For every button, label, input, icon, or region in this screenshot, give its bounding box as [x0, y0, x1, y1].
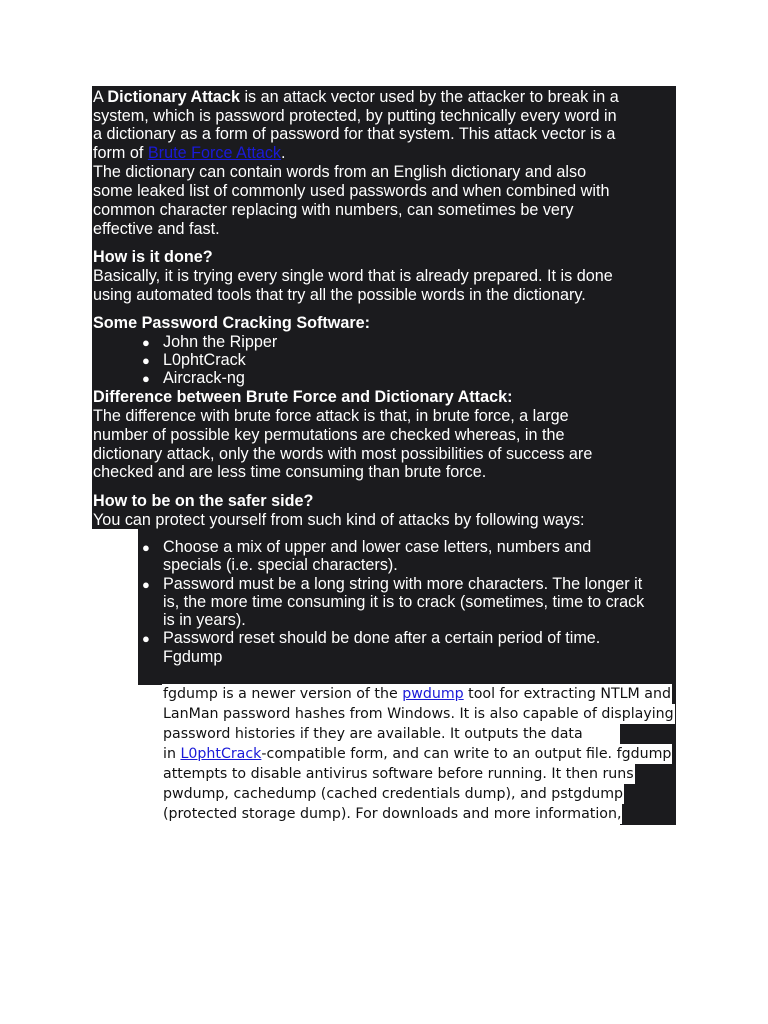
- intro-line-1: [93, 88, 619, 107]
- brute-force-attack-link[interactable]: Brute Force Attack: [147, 144, 282, 162]
- safer-intro: You can protect yourself from such kind of attacks by following ways:: [93, 511, 585, 529]
- fgdump-line-6: pwdump, cachedump (cached credentials dump), and pstgdump: [163, 786, 624, 802]
- list-item: Aircrack-ng: [163, 369, 245, 387]
- list-item: Password reset should be done after a certain period of time.: [163, 629, 601, 647]
- list-item: specials (i.e. special characters).: [163, 556, 398, 574]
- heading-software: Some Password Cracking Software:: [93, 314, 371, 332]
- heading-how-done: How is it done?: [93, 248, 213, 266]
- l0phtcrack-link[interactable]: L0phtCrack: [180, 746, 262, 762]
- bullet-icon: ●: [142, 371, 150, 386]
- intro-text: form of: [93, 144, 148, 162]
- paragraph-2-line-2: some leaked list of commonly used passwords and when combined with: [93, 182, 610, 200]
- fgdump-text: -compatible form, and can write to an output file. fgdump: [261, 746, 672, 762]
- fgdump-text: in: [163, 746, 181, 762]
- difference-line-1: The difference with brute force attack is that, in brute force, a large: [93, 407, 569, 425]
- heading-difference: Difference between Brute Force and Dictionary Attack:: [93, 388, 513, 406]
- fgdump-line-2: LanMan password hashes from Windows. It is also capable of displaying: [163, 706, 674, 722]
- intro-line-3: a dictionary as a form of password for that system. This attack vector is a: [93, 125, 616, 143]
- paragraph-2-line-1: The dictionary can contain words from an English dictionary and also: [93, 163, 587, 181]
- paragraph-2-line-4: effective and fast.: [93, 220, 220, 238]
- list-item: Password must be a long string with more characters. The longer it: [163, 575, 643, 593]
- bullet-icon: ●: [142, 540, 150, 555]
- bullet-icon: ●: [142, 631, 150, 646]
- intro-text: is an attack vector used by the attacker to break in a: [239, 88, 619, 106]
- fgdump-heading: Fgdump: [163, 648, 223, 666]
- bullet-icon: ●: [142, 577, 150, 592]
- fgdump-line-3: password histories if they are available. It outputs the data: [163, 726, 583, 742]
- list-item: L0phtCrack: [163, 351, 246, 369]
- fgdump-line-5: attempts to disable antivirus software before running. It then runs: [163, 766, 634, 782]
- pwdump-link[interactable]: pwdump: [402, 686, 464, 702]
- how-done-line-2: using automated tools that try all the possible words in the dictionary.: [93, 286, 586, 304]
- fgdump-line-1: [162, 684, 672, 704]
- list-item: John the Ripper: [163, 333, 278, 351]
- bullet-icon: ●: [142, 335, 150, 350]
- heading-safer-side: How to be on the safer side?: [93, 492, 314, 510]
- intro-text: .: [281, 144, 286, 162]
- list-item: is in years).: [163, 611, 246, 629]
- difference-line-4: checked and are less time consuming than brute force.: [93, 463, 487, 481]
- term-dictionary-attack: Dictionary Attack: [107, 88, 240, 106]
- list-item: is, the more time consuming it is to crack (sometimes, time to crack: [163, 593, 645, 611]
- dark-block-list-left: [92, 330, 138, 388]
- paragraph-2-line-3: common character replacing with numbers, can sometimes be very: [93, 201, 574, 219]
- bullet-icon: ●: [142, 353, 150, 368]
- list-item: Choose a mix of upper and lower case letters, numbers and: [163, 538, 592, 556]
- fgdump-line-7: (protected storage dump). For downloads and more information,: [163, 806, 622, 822]
- difference-line-2: number of possible key permutations are checked whereas, in the: [93, 426, 565, 444]
- fgdump-text: tool for extracting NTLM and: [463, 686, 671, 702]
- fgdump-text: fgdump is a newer version of the: [163, 686, 403, 702]
- difference-line-3: dictionary attack, only the words with most possibilities of success are: [93, 445, 593, 463]
- intro-text: A: [93, 88, 108, 106]
- how-done-line-1: Basically, it is trying every single word that is already prepared. It is done: [93, 267, 613, 285]
- fgdump-line-4: [162, 744, 672, 764]
- intro-line-2: system, which is password protected, by putting technically every word in: [93, 107, 617, 125]
- intro-line-4: [93, 144, 286, 163]
